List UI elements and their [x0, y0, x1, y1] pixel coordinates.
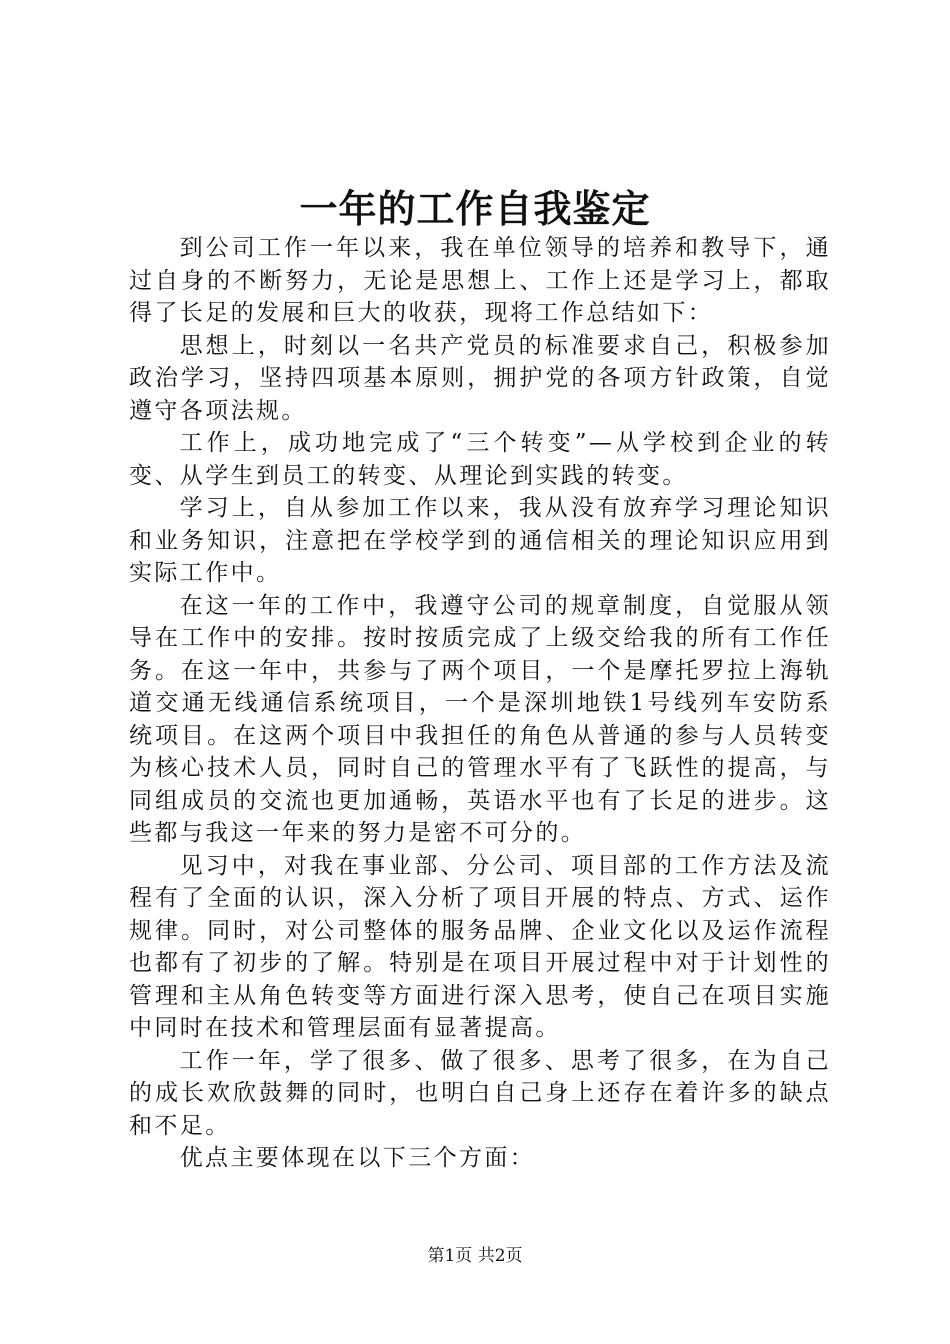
document-body	[129, 232, 831, 1175]
page-number-footer: 第1页 共2页	[427, 1246, 523, 1266]
document-title: 一年的工作自我鉴定	[299, 187, 651, 231]
paragraph-strengths-intro: 优点主要体现在以下三个方面：	[179, 1145, 536, 1171]
paragraph-intro: 到公司工作一年以来，我在单位领导的培养和教导下，通过自身的不断努力，无论是思想上、工作上还是学习上，都取得了长足的发展和巨大的收获，现将工作总结如下：	[129, 235, 831, 326]
paragraph-reflection: 工作一年，学了很多、做了很多、思考了很多，在为自己的成长欢欣鼓舞的同时，也明白自己身上还存在着许多的缺点和不足。	[129, 1047, 831, 1139]
paragraph-projects: 在这一年的工作中，我遵守公司的规章制度，自觉服从领导在工作中的安排。按时按质完成了上级交给我的所有工作任务。在这一年中，共参与了两个项目，一个是摩托罗拉上海轨道交通无线通信系统项目，一个是深圳地铁1号线列车安防系统项目。在这两个项目中我担任的角色从普通的参与人员转变为核心技术人员，同时自己的管理水平有了飞跃性的提高，与同组成员的交流也更加通畅，英语水平也有了长足的进步。这些都与我这一年来的努力是密不可分的。	[129, 592, 831, 846]
paragraph-ideology: 思想上，时刻以一名共产党员的标准要求自己，积极参加政治学习，坚持四项基本原则，拥护党的各项方针政策，自觉遵守各项法规。	[129, 332, 831, 424]
paragraph-internship: 见习中，对我在事业部、分公司、项目部的工作方法及流程有了全面的认识，深入分析了项目开展的特点、方式、运作规律。同时，对公司整体的服务品牌、企业文化以及运作流程也都有了初步的了解。特别是在项目开展过程中对于计划性的管理和主从角色转变等方面进行深入思考，使自己在项目实施中同时在技术和管理层面有显著提高。	[129, 852, 831, 1041]
paragraph-study: 学习上，自从参加工作以来，我从没有放弃学习理论知识和业务知识，注意把在学校学到的通信相关的理论知识应用到实际工作中。	[129, 495, 831, 586]
paragraph-work: 工作上，成功地完成了“三个转变”—从学校到企业的转变、从学生到员工的转变、从理论到实践的转变。	[129, 430, 831, 489]
